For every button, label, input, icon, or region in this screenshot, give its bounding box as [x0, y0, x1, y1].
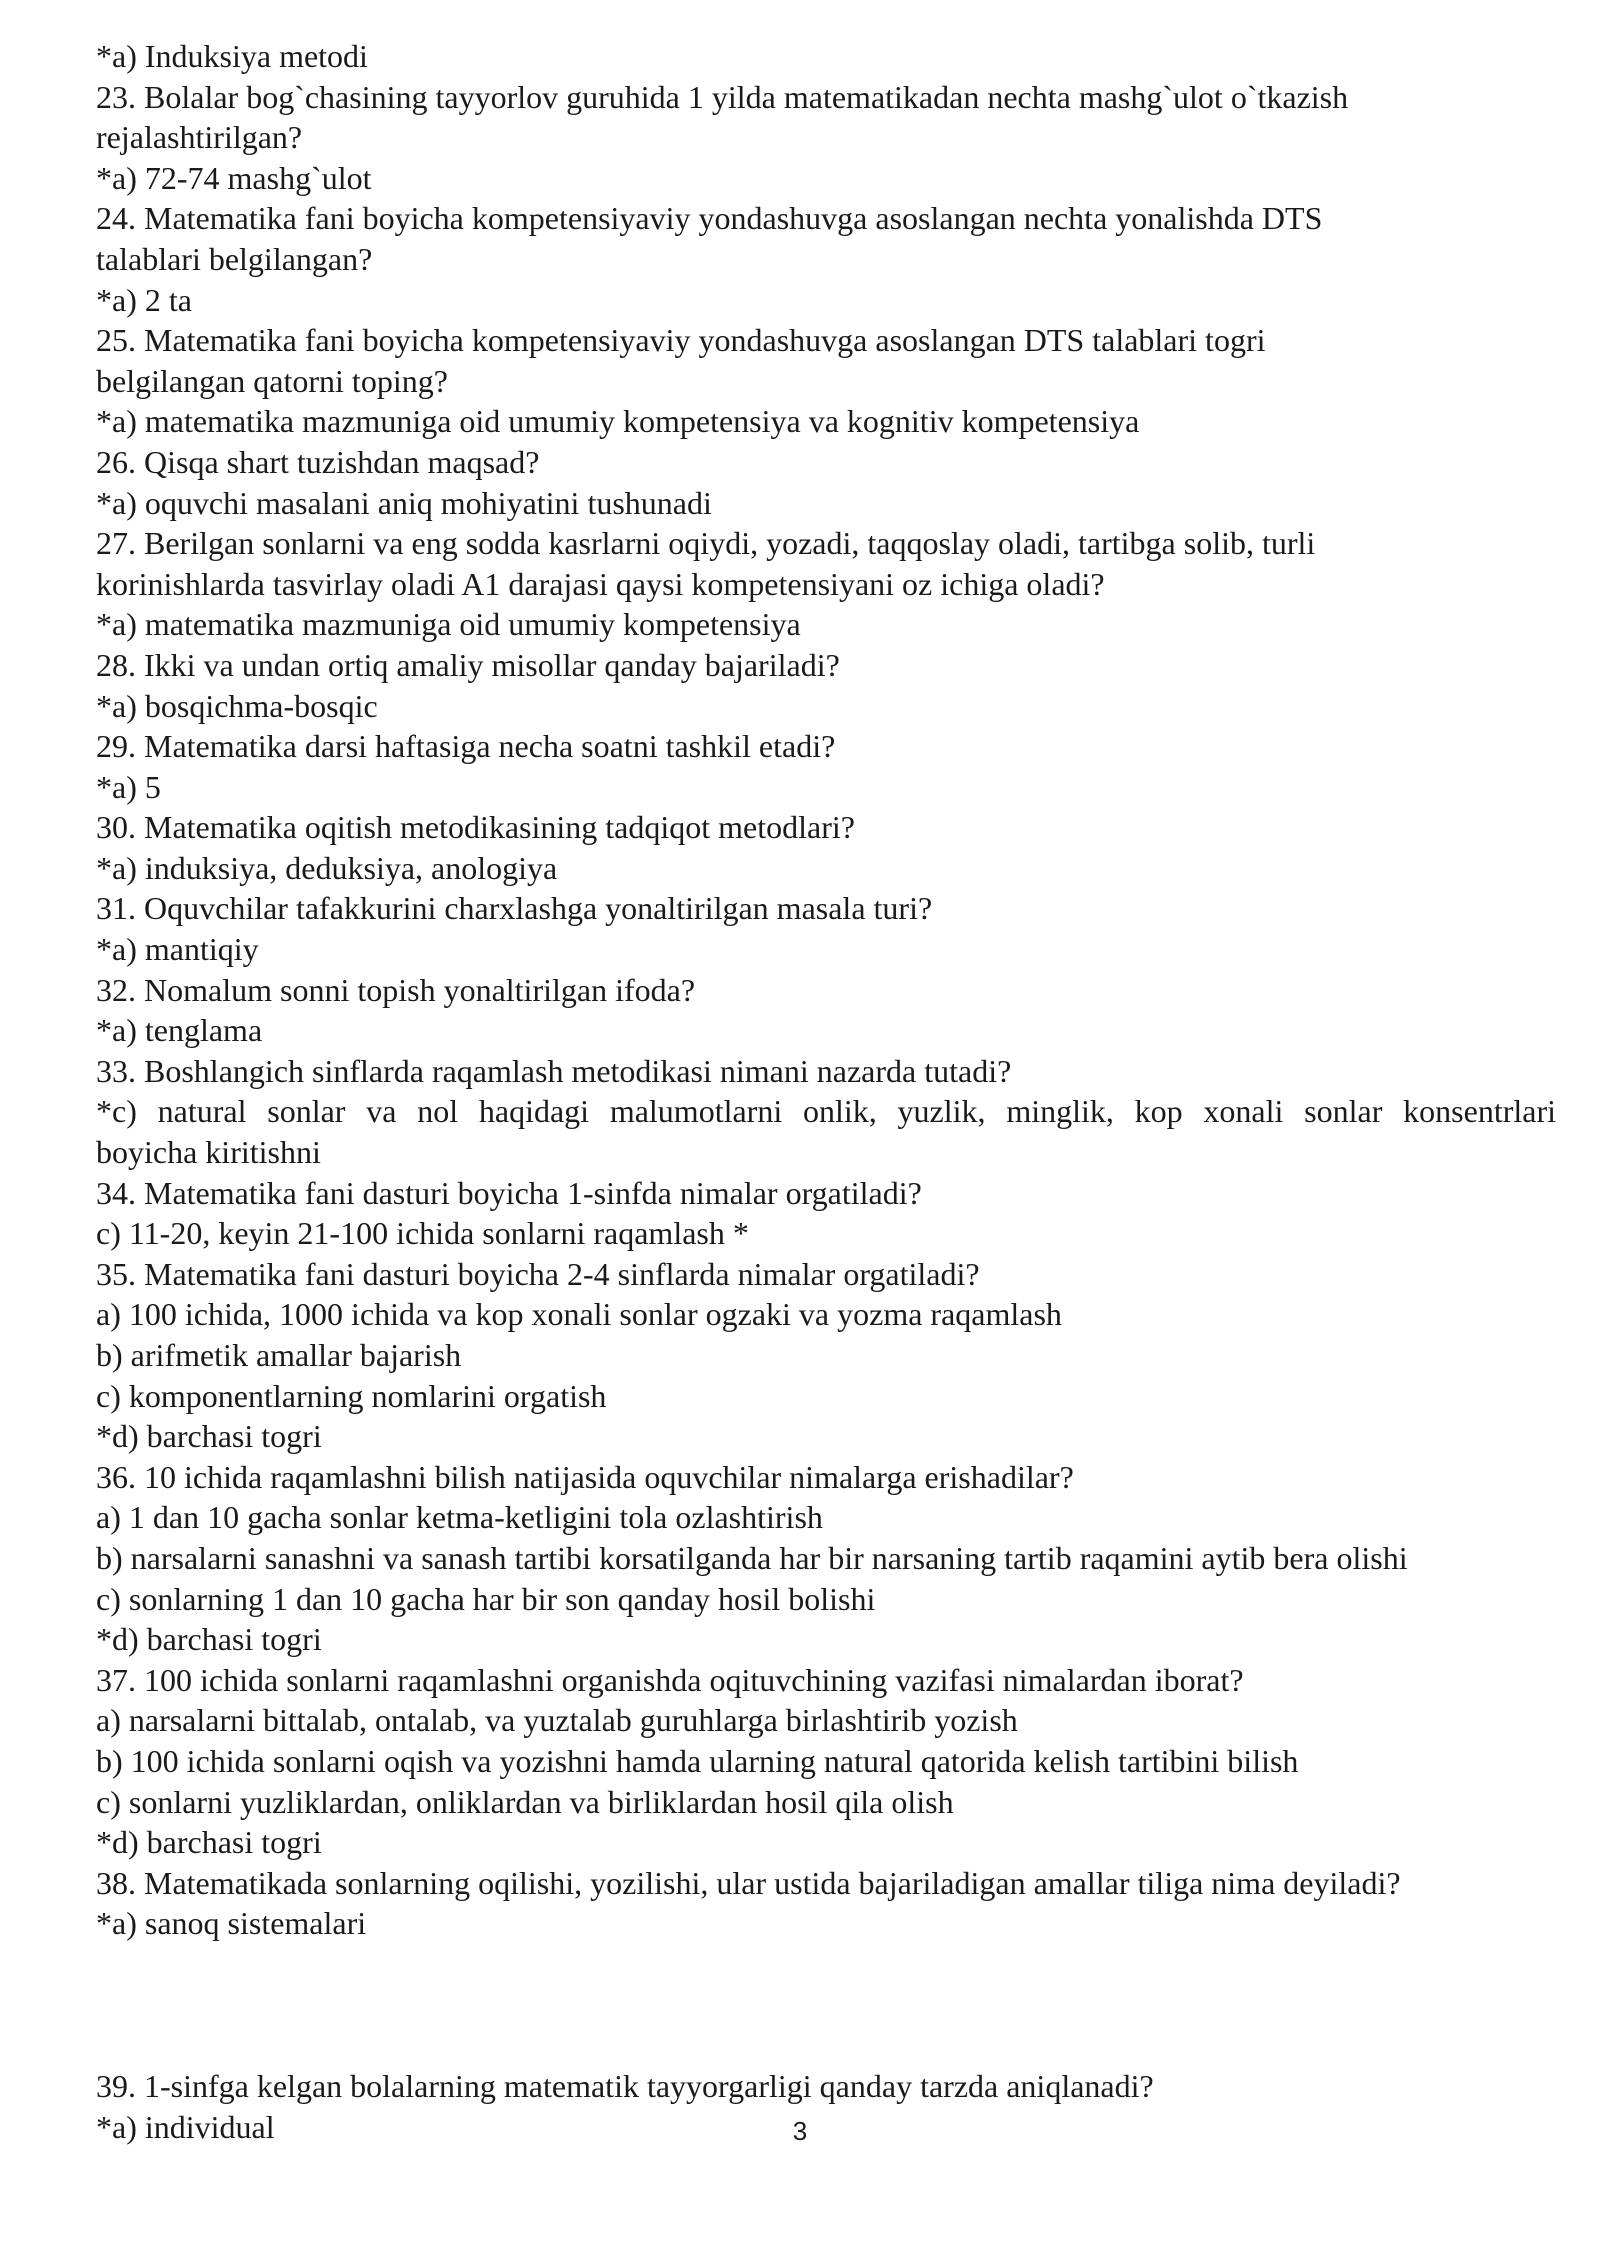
question-line: 30. Matematika oqitish metodikasining tadqiqot metodlari? — [96, 809, 855, 846]
continuation-line: boyicha kiritishni — [96, 1134, 321, 1171]
answer-option-line: *a) bosqichma-bosqic — [96, 687, 378, 724]
question-line: 25. Matematika fani boyicha kompetensiyaviy yondashuvga asoslangan DTS talablari togri — [96, 322, 1266, 359]
answer-option-line: c) 11-20, keyin 21-100 ichida sonlarni raqamlash * — [96, 1215, 749, 1252]
answer-option-line: *d) barchasi togri — [96, 1418, 322, 1455]
answer-option-line: c) komponentlarning nomlarini orgatish — [96, 1377, 607, 1414]
question-line: 24. Matematika fani boyicha kompetensiyaviy yondashuvga asoslangan nechta yonalishda DTS — [96, 200, 1323, 237]
continuation-line: korinishlarda tasvirlay oladi A1 darajasi qaysi kompetensiyani oz ichiga oladi? — [96, 565, 1105, 602]
answer-option-line: *c) natural sonlar va nol haqidagi malumotlarni onlik, yuzlik, minglik, kop xonali sonlar konsentrlari — [96, 1093, 1556, 1130]
question-line: 23. Bolalar bog`chasining tayyorlov guruhida 1 yilda matematikadan nechta mashg`ulot o`tkazish — [96, 78, 1349, 115]
answer-option-line: c) sonlarning 1 dan 10 gacha har bir son qanday hosil bolishi — [96, 1580, 876, 1617]
continuation-line: rejalashtirilgan? — [96, 119, 303, 156]
answer-option-line: *d) barchasi togri — [96, 1824, 322, 1861]
answer-option-line: *a) induksiya, deduksiya, anologiya — [96, 849, 558, 886]
question-line: 38. Matematikada sonlarning oqilishi, yozilishi, ular ustida bajariladigan amallar tiliga nima deyiladi? — [96, 1864, 1401, 1901]
answer-option-line: *a) matematika mazmuniga oid umumiy kompetensiya va kognitiv kompetensiya — [96, 403, 1140, 440]
question-line: 35. Matematika fani dasturi boyicha 2-4 sinflarda nimalar orgatiladi? — [96, 1255, 980, 1292]
answer-option-line: *a) oquvchi masalani aniq mohiyatini tushunadi — [96, 484, 712, 521]
question-line: 37. 100 ichida sonlarni raqamlashni organishda oqituvchining vazifasi nimalardan iborat? — [96, 1661, 1244, 1698]
question-line: 34. Matematika fani dasturi boyicha 1-sinfda nimalar orgatiladi? — [96, 1174, 922, 1211]
answer-option-line: b) arifmetik amallar bajarish — [96, 1337, 462, 1373]
answer-option-line: *a) mantiqiy — [96, 931, 259, 968]
question-line: 39. 1-sinfga kelgan bolalarning matematik tayyorgarligi qanday tarzda aniqlanadi? — [96, 2067, 1154, 2104]
question-line: 26. Qisqa shart tuzishdan maqsad? — [96, 443, 540, 480]
question-line: 29. Matematika darsi haftasiga necha soatni tashkil etadi? — [96, 728, 836, 765]
document-body — [96, 36, 1556, 2147]
continuation-line: talablari belgilangan? — [96, 240, 373, 277]
question-line: 33. Boshlangich sinflarda raqamlash metodikasi nimani nazarda tutadi? — [96, 1052, 1012, 1089]
answer-option-line: a) narsalarni bittalab, ontalab, va yuztalab guruhlarga birlashtirib yozish — [96, 1702, 1018, 1739]
answer-option-line: b) narsalarni sanashni va sanash tartibi korsatilganda har bir narsaning tartib raqamini aytib bera olishi — [96, 1539, 1408, 1576]
answer-option-line: a) 100 ichida, 1000 ichida va kop xonali sonlar ogzaki va yozma raqamlash — [96, 1296, 1062, 1333]
answer-option-line: *a) 72-74 mashg`ulot — [96, 159, 372, 196]
blank-gap — [96, 1944, 1556, 2066]
question-line: 32. Nomalum sonni topish yonaltirilgan ifoda? — [96, 971, 696, 1008]
answer-option-line: a) 1 dan 10 gacha sonlar ketma-ketligini tola ozlashtirish — [96, 1499, 823, 1536]
question-line: 27. Berilgan sonlarni va eng sodda kasrlarni oqiydi, yozadi, taqqoslay oladi, tartibga solib, turli — [96, 525, 1316, 562]
question-block — [96, 36, 1556, 1944]
answer-option-line: *a) 5 — [96, 768, 161, 805]
answer-option-line: *a) individual — [96, 2108, 275, 2145]
answer-option-line: *a) Induksiya metodi — [96, 38, 368, 74]
answer-option-line: *a) tenglama — [96, 1012, 263, 1049]
question-line: 31. Oquvchilar tafakkurini charxlashga yonaltirilgan masala turi? — [96, 890, 933, 927]
answer-option-line: *a) sanoq sistemalari — [96, 1905, 367, 1942]
continuation-line: belgilangan qatorni toping? — [96, 362, 448, 399]
answer-option-line: *a) matematika mazmuniga oid umumiy kompetensiya — [96, 606, 801, 643]
question-line: 28. Ikki va undan ortiq amaliy misollar qanday bajariladi? — [96, 646, 840, 683]
answer-option-line: b) 100 ichida sonlarni oqish va yozishni hamda ularning natural qatorida kelish tartibini bilish — [96, 1742, 1299, 1779]
answer-option-line: *a) 2 ta — [96, 281, 192, 318]
question-line: 36. 10 ichida raqamlashni bilish natijasida oquvchilar nimalarga erishadilar? — [96, 1458, 1074, 1495]
page-number: 3 — [792, 2116, 808, 2146]
answer-option-line: *d) barchasi togri — [96, 1621, 322, 1658]
answer-option-line: c) sonlarni yuzliklardan, onliklardan va birliklardan hosil qila olish — [96, 1783, 954, 1820]
